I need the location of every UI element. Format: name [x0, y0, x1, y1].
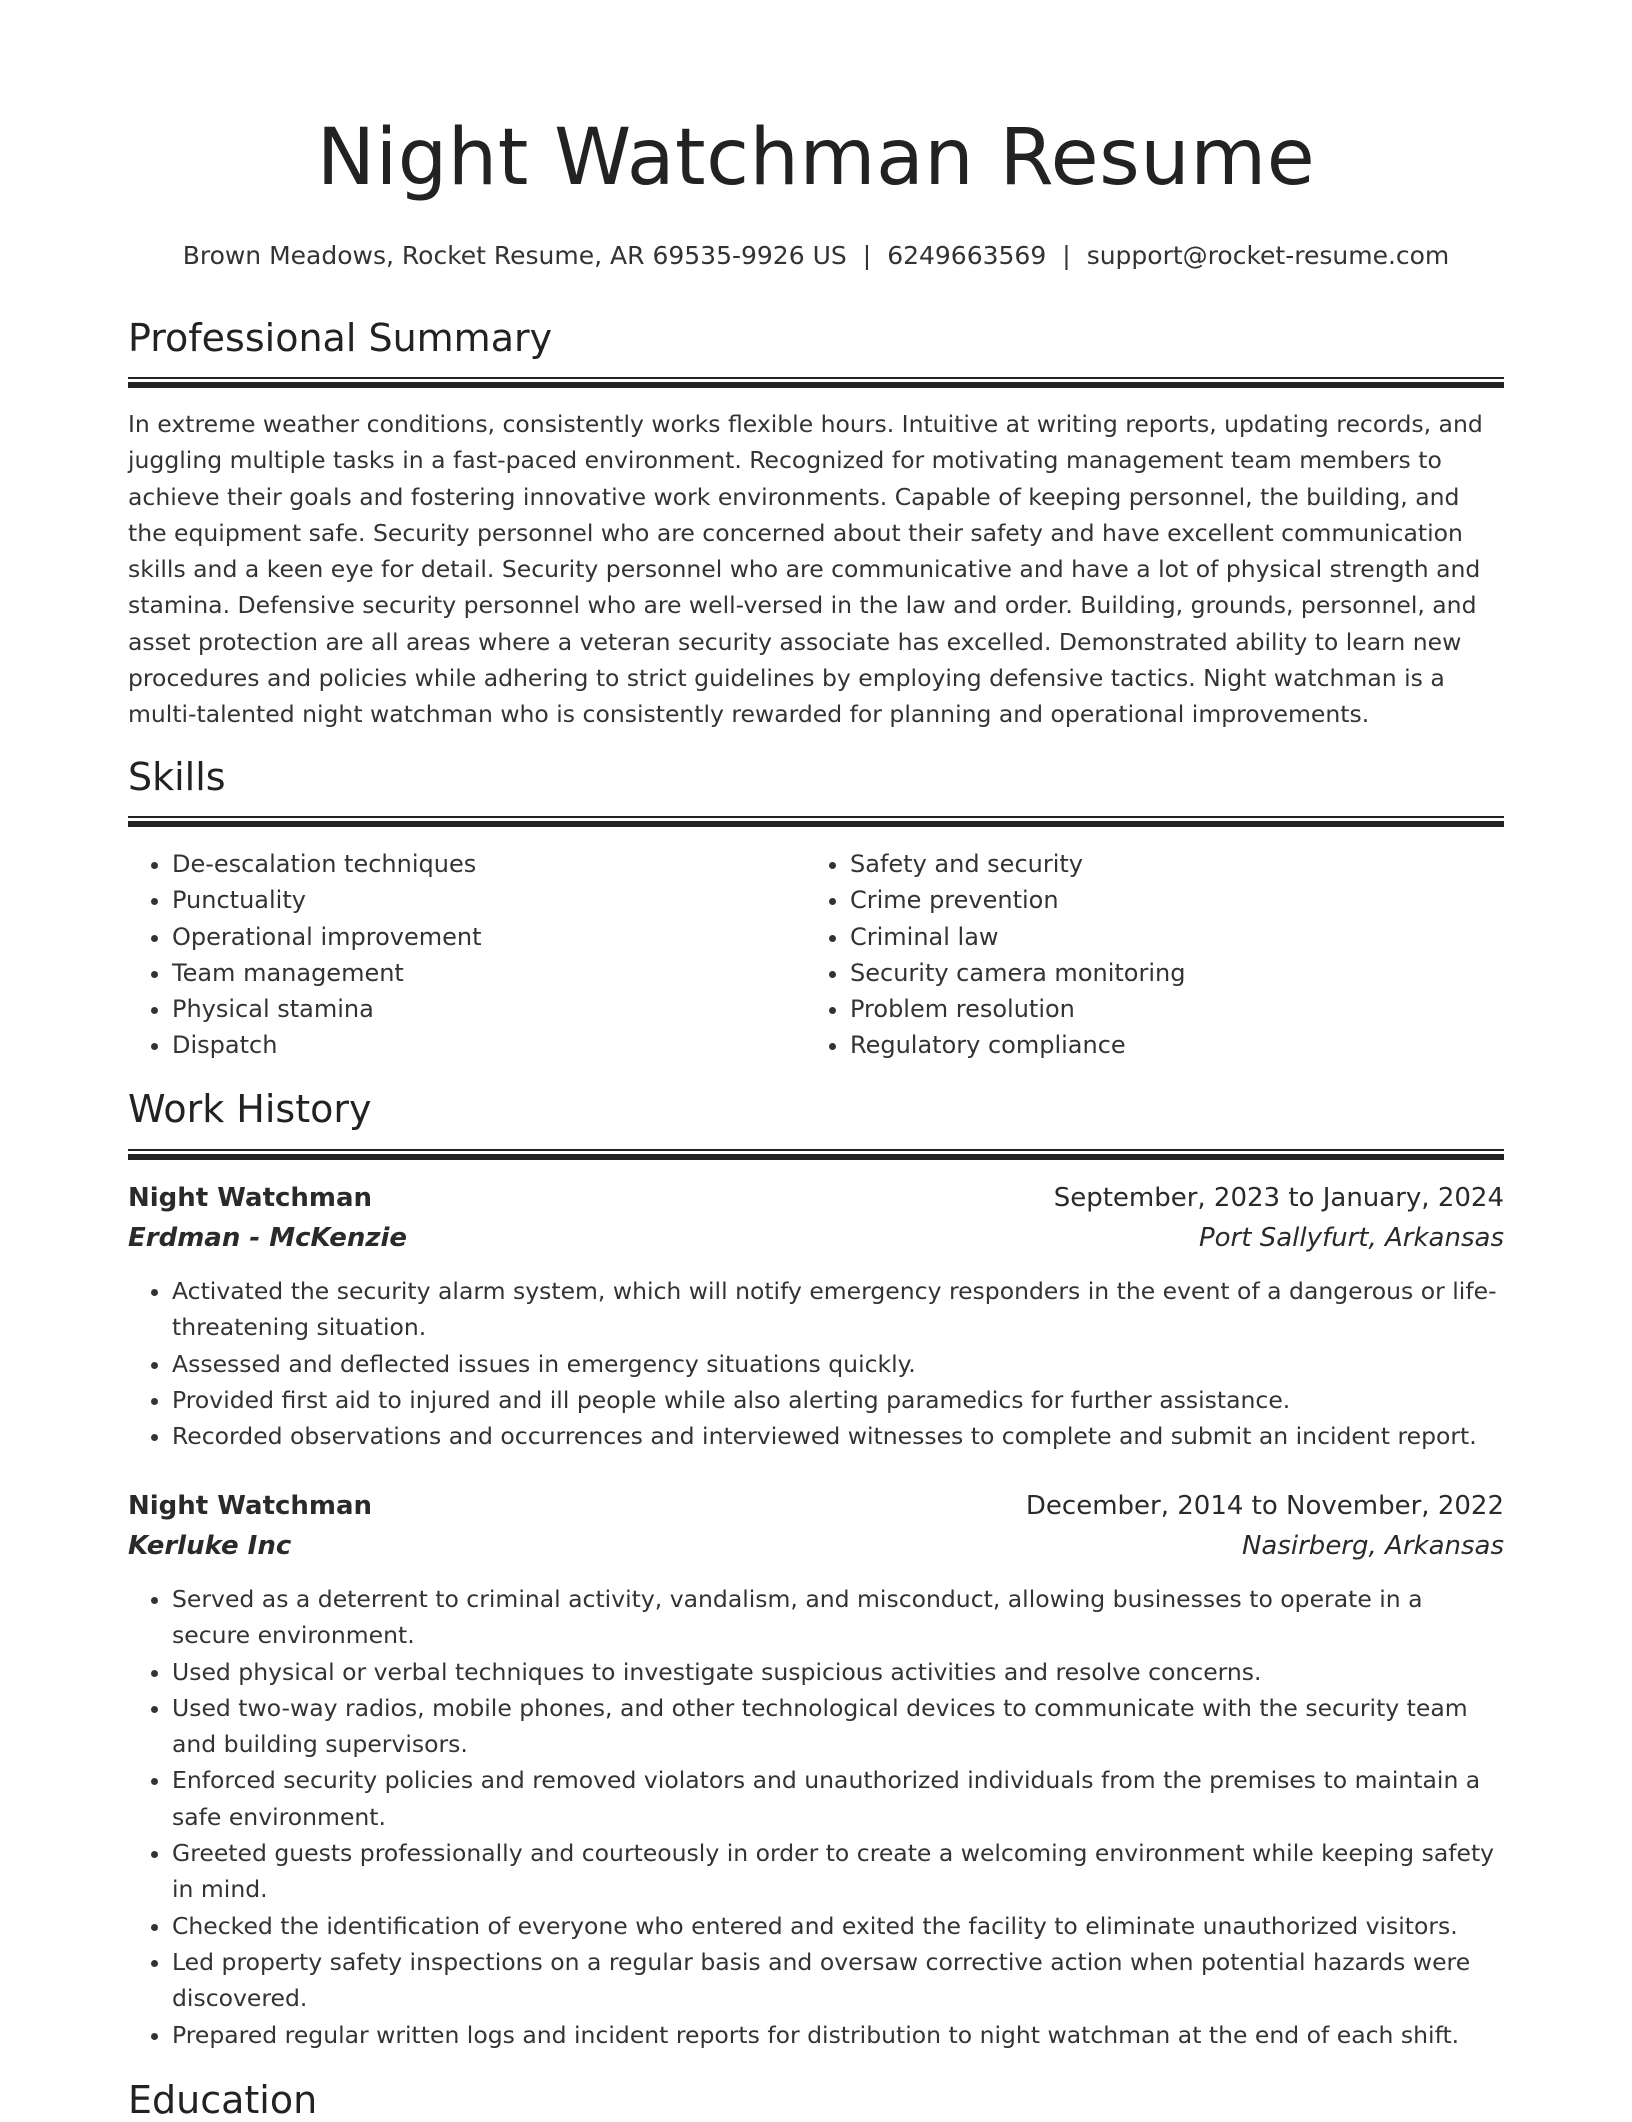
contact-separator: |: [1062, 241, 1071, 270]
job-title: Night Watchman: [128, 1183, 373, 1213]
skill-item: • Security camera monitoring: [850, 955, 1500, 991]
contact-phone: 6249663569: [887, 241, 1047, 270]
summary-text: In extreme weather conditions, consistently works flexible hours. Intuitive at writing reports, updating records, and juggling multiple tasks in a fast-paced environment. Recognized for motivating management team members to achieve their goals and fostering innovative work environments. Capable of keeping personnel, the building, and the equipment safe. Security personnel who are concerned about their safety and have excellent communication skills and a keen eye for detail. Security personnel who are communicative and have a lot of physical strength and stamina. Defensive security personnel who are well-versed in the law and order. Building, grounds, personnel, and asset protection are all areas where a veteran security associate has excelled. Demonstrated ability to learn new procedures and policies while adhering to strict guidelines by employing defensive tactics. Night watchman is a multi-talented night watchman who is consistently rewarded for planning and operational improvements.: [128, 410, 1483, 729]
section-title-education: Education: [128, 2078, 318, 2122]
skill-item: • Punctuality: [172, 882, 802, 918]
skill-item: • Team management: [172, 955, 802, 991]
list-item: • Led property safety inspections on a regular basis and oversaw corrective action when potential hazards were discovered.: [172, 1944, 1504, 2017]
skill-item: • Operational improvement: [172, 919, 802, 955]
skill-item: • Criminal law: [850, 919, 1500, 955]
skills-list-left: [128, 846, 802, 1064]
section-title-summary: Professional Summary: [128, 316, 553, 360]
resume-page: [128, 0, 1504, 2122]
list-item: • Prepared regular written logs and incident reports for distribution to night watchman at the end of each shift.: [172, 2017, 1504, 2053]
job-location: Nasirberg, Arkansas: [1241, 1531, 1504, 1561]
list-item: • Used physical or verbal techniques to investigate suspicious activities and resolve concerns.: [172, 1654, 1504, 1690]
job-dates: September, 2023 to January, 2024: [1053, 1183, 1504, 1213]
section-title-skills: Skills: [128, 755, 226, 799]
section-title-work-history: Work History: [128, 1087, 372, 1131]
skill-item: • De-escalation techniques: [172, 846, 802, 882]
list-item: • Provided first aid to injured and ill people while also alerting paramedics for further assistance.: [172, 1382, 1504, 1418]
skill-item: • Safety and security: [850, 846, 1500, 882]
list-item: • Enforced security policies and removed violators and unauthorized individuals from the premises to maintain a safe environment.: [172, 1762, 1504, 1835]
resume-title: Night Watchman Resume: [316, 113, 1316, 203]
list-item: • Checked the identification of everyone who entered and exited the facility to eliminate unauthorized visitors.: [172, 1908, 1504, 1944]
job-location: Port Sallyfurt, Arkansas: [1198, 1223, 1504, 1253]
skill-item: • Problem resolution: [850, 991, 1500, 1027]
list-item: • Greeted guests professionally and courteously in order to create a welcoming environment while keeping safety in mind.: [172, 1835, 1504, 1908]
job-company: Kerluke Inc: [128, 1531, 292, 1561]
job-title: Night Watchman: [128, 1491, 373, 1521]
skill-item: • Physical stamina: [172, 991, 802, 1027]
section-divider: [128, 377, 1504, 388]
job-dates: December, 2014 to November, 2022: [1025, 1491, 1504, 1521]
section-divider: [128, 1149, 1504, 1160]
list-item: • Used two-way radios, mobile phones, and other technological devices to communicate with the security team and building supervisors.: [172, 1690, 1504, 1763]
list-item: • Served as a deterrent to criminal activity, vandalism, and misconduct, allowing businesses to operate in a secure environment.: [172, 1581, 1504, 1654]
contact-separator: |: [862, 241, 872, 270]
skills-list-right: [806, 846, 1500, 1064]
skill-item: • Crime prevention: [850, 882, 1500, 918]
contact-address: Brown Meadows, Rocket Resume, AR 69535-9926 US: [182, 241, 847, 270]
list-item: • Assessed and deflected issues in emergency situations quickly.: [172, 1346, 1504, 1382]
skill-item: • Regulatory compliance: [850, 1027, 1500, 1063]
contact-email: support@rocket-resume.com: [1086, 241, 1450, 270]
contact-line: [128, 238, 1504, 274]
list-item: • Activated the security alarm system, which will notify emergency responders in the event of a dangerous or life-threatening situation.: [172, 1273, 1504, 1346]
job-duties-list: [128, 1273, 1504, 1454]
job-company: Erdman - McKenzie: [128, 1223, 408, 1253]
skill-item: • Dispatch: [172, 1027, 802, 1063]
section-divider: [128, 816, 1504, 827]
job-duties-list: [128, 1581, 1504, 2053]
list-item: • Recorded observations and occurrences and interviewed witnesses to complete and submit an incident report.: [172, 1418, 1504, 1454]
